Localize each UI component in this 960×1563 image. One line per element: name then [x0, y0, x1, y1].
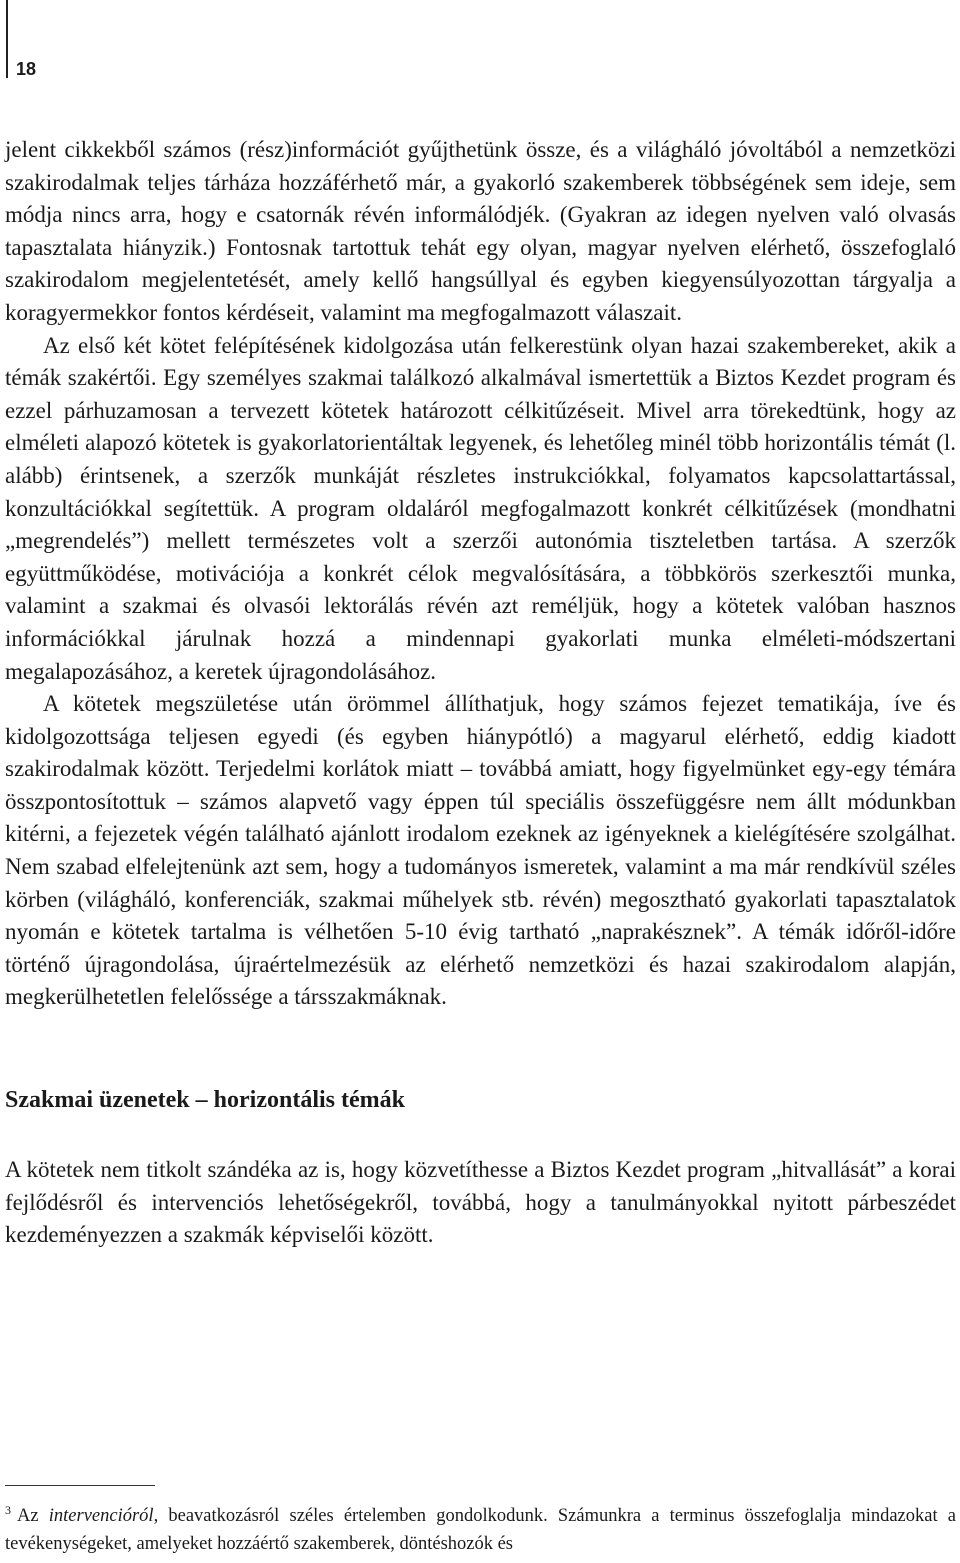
footnote-separator	[5, 1485, 155, 1486]
paragraph: jelent cikkekből számos (rész)információt gyűjthetünk össze, és a világháló jóvoltából a nemzetközi szakirodalmak teljes tárháza hozzáférhető már, a gyakorló szakemberek többségének sem ideje, sem módja nincs arra, hogy e csatornák révén informálódjék. (Gyakran az idegen nyelven való olvasás tapasztalata hiányzik.) Fontosnak tartottuk tehát egy olyan, magyar nyelven elérhető, összefoglaló szakirodalom megjelentetését, amely kellő hangsúllyal és egyben kiegyensúlyozottan tárgyalja a koragyermekkor fontos kérdéseit, valamint ma megfogalmazott válaszait.	[5, 137, 956, 325]
footnote-term: intervencióról	[48, 1506, 154, 1526]
footnote-number: 3	[5, 1502, 11, 1517]
footnote-text: , beavatkozásról széles értelemben gondolkodunk. Számunkra a terminus összefoglalja mindazokat a tevékenységeket, amelyeket hozzáértő szakemberek, döntéshozók és	[5, 1506, 957, 1554]
paragraph: A kötetek nem titkolt szándéka az is, hogy közvetíthesse a Biztos Kezdet program „hitvallását” a korai fejlődésről és intervenciós lehetőségekről, továbbá, hogy a tanulmányokkal nyitott párbeszédet kezdeményezzen a szakmák képviselői között.	[5, 1157, 956, 1248]
page-number: 18	[16, 59, 37, 79]
footnote-prefix: Az	[17, 1506, 39, 1526]
main-text	[5, 134, 956, 1252]
paragraph: Az első két kötet felépítésének kidolgozása után felkerestünk olyan hazai szakembereket, akik a témák szakértői. Egy személyes szakmai találkozó alkalmával ismertettük a Biztos Kezdet program és ezzel párhuzamosan a tervezett kötetek határozott célkitűzéseit. Mivel arra törekedtünk, hogy az elméleti alapozó kötetek is gyakorlatorientáltak legyenek, és lehetőleg minél több horizontális témát (l. alább) érintsenek, a szerzők munkáját részletes instrukciókkal, folyamatos kapcsolattartással, konzultációkkal segítettük. A program oldaláról megfogalmazott konkrét célkitűzések (mondhatni „megrendelés”) mellett természetes volt a szerzői autonómia tiszteletben tartása. A szerzők együttműködése, motivációja a konkrét célok megvalósítására, a többkörös szerkesztői munka, valamint a szakmai és olvasói lektorálás révén azt reméljük, hogy a kötetek valóban hasznos információkkal járulnak hozzá a mindennapi gyakorlati munka elméleti-módszertani megalapozásához, a keretek újragondolásához.	[5, 332, 956, 684]
paragraph: A kötetek megszületése után örömmel állíthatjuk, hogy számos fejezet tematikája, íve és kidolgozottsága teljesen egyedi (és egyben hiánypótló) a magyarul elérhető, eddig kiadott szakirodalmak között. Terjedelmi korlátok miatt – továbbá amiatt, hogy figyelmünket egy-egy témára összpontosítottuk – számos alapvető vagy éppen túl speciális összefüggésre nem állt módunkban kitérni, a fejezetek végén található ajánlott irodalom ezeknek az igényeknek a kielégítésére szolgálhat. Nem szabad elfelejtenünk azt sem, hogy a tudományos ismeretek, valamint a ma már rendkívül széles körben (világháló, konferenciák, szakmai műhelyek stb. révén) megosztható gyakorlati tapasztalatok nyomán e kötetek tartalma is vélhetően 5-10 évig tartható „naprakésznek”. A témák időről-időre történő újragondolása, újraértelmezésük az elérhető nemzetközi és hazai szakirodalom alapján, megkerülhetetlen felelőssége a társszakmáknak.	[5, 691, 956, 1010]
footnote	[5, 1502, 956, 1558]
section-heading: Szakmai üzenetek – horizontális témák	[5, 1087, 405, 1114]
page-margin-rule	[6, 0, 8, 78]
